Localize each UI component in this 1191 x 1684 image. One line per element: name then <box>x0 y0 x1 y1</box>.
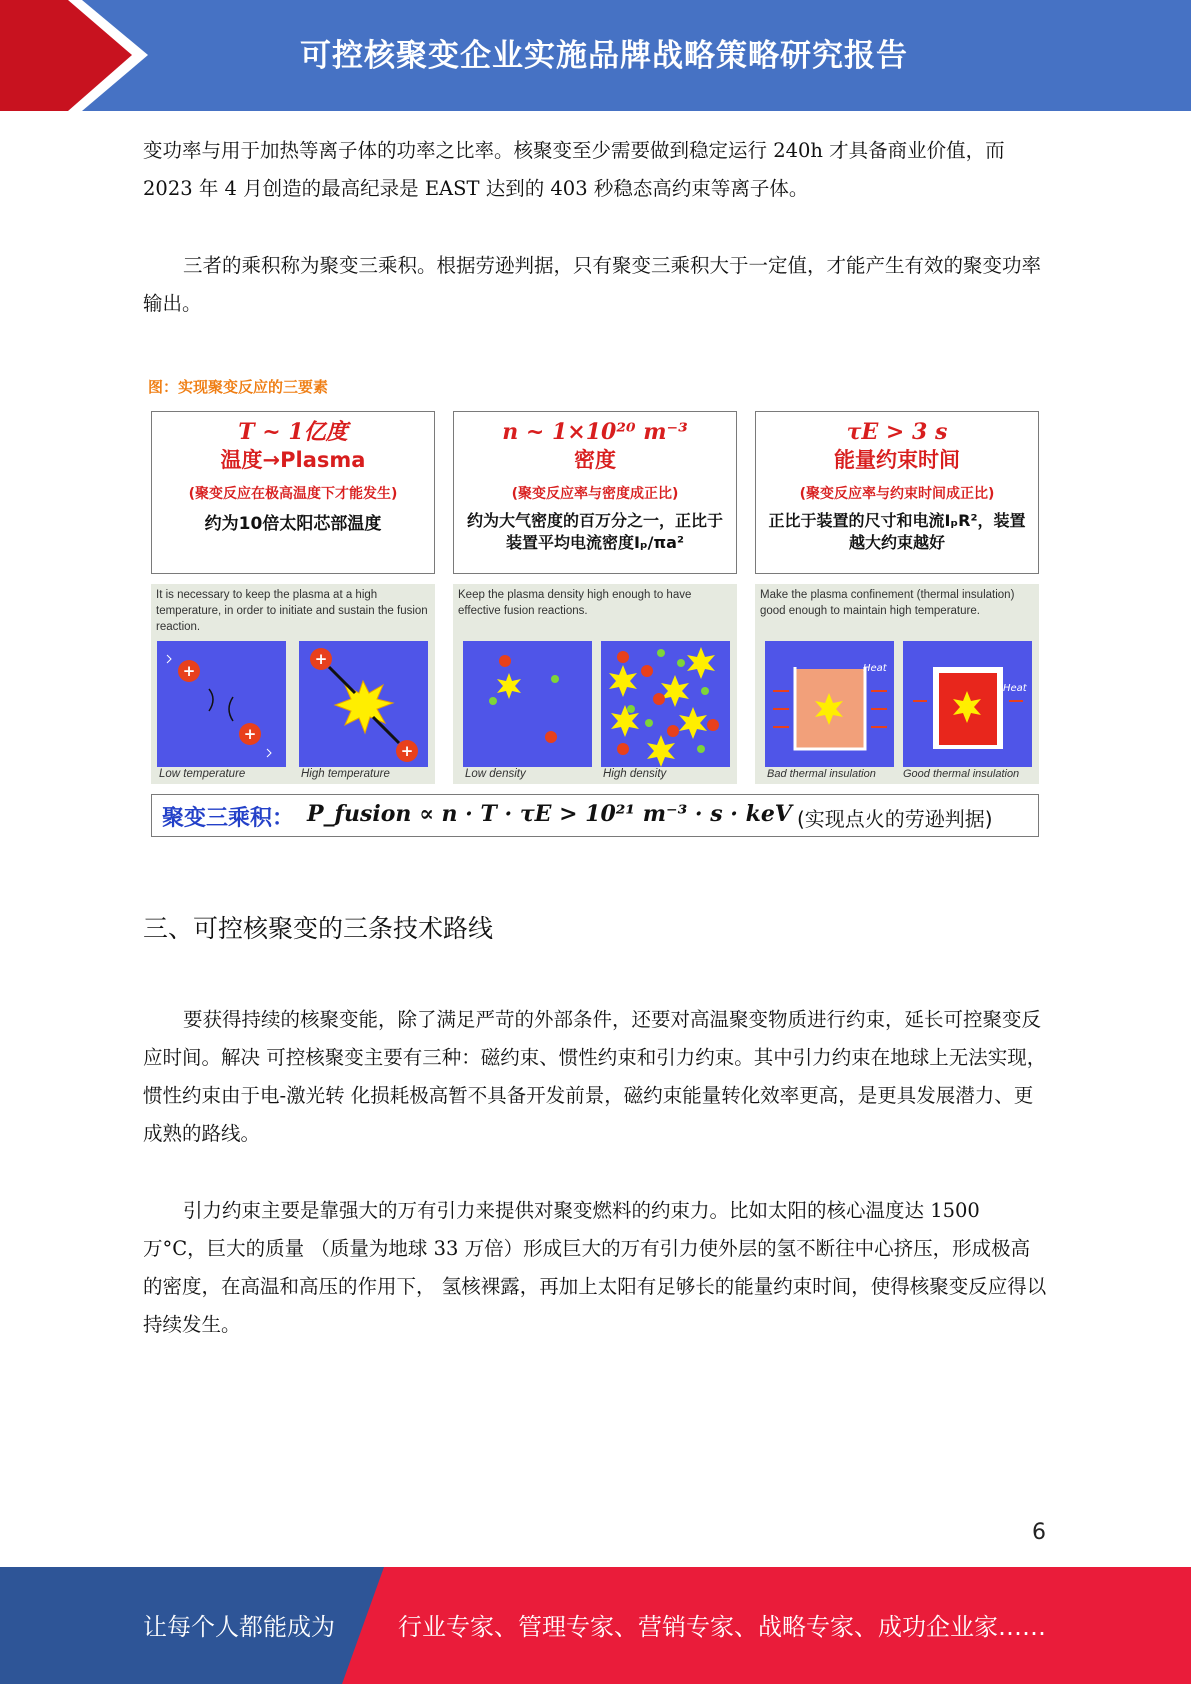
paragraph-4: 引力约束主要是靠强大的万有引力来提供对聚变燃料的约束力。比如太阳的核心温度达 1500 万°C，巨大的质量 （质量为地球 33 万倍）形成巨大的万有引力使外层的氢不断往中心挤压，形成极高的密度，在高温和高压的作用下， 氢核裸露，再加上太阳有足够长的能量约束时间，使得核聚变反应得以持续发生。 <box>143 1199 1047 1336</box>
low-temperature-label: Low temperature <box>159 768 246 780</box>
figure-caption: 图：实现聚变反应的三要素 <box>148 378 329 396</box>
low-temperature-box <box>157 641 286 767</box>
panel-temperature <box>151 411 435 574</box>
page-number: 6 <box>1032 1520 1046 1545</box>
illustration-text: Keep the plasma density high enough to have effective fusion reactions. <box>458 589 692 617</box>
bad-insulation-container-icon <box>765 641 894 767</box>
high-temperature-box <box>299 641 428 767</box>
panel-formula: τE > 3 s <box>846 419 948 445</box>
illustration-text: Make the plasma confinement (thermal insulation) good enough to maintain high temperature. <box>760 589 1015 617</box>
header-red-arrow-icon <box>0 0 200 111</box>
high-density-box <box>601 641 730 767</box>
panel-formula: n ~ 1×10²⁰ m⁻³ <box>502 419 688 445</box>
panel-description: 约为10倍太阳芯部温度 <box>204 514 382 534</box>
good-insulation-container-icon <box>903 641 1032 767</box>
good-insulation-label: Good thermal insulation <box>903 768 1020 780</box>
svg-text:+: + <box>182 662 196 680</box>
paragraph-3: 要获得持续的核聚变能，除了满足严苛的外部条件，还要对高温聚变物质进行约束，延长可控聚变反应时间。解决 可控核聚变主要有三种：磁约束、惯性约束和引力约束。其中引力约束在地球上无法实现，惯性约束由于电-激光转 化损耗极高暂不具备开发前景，磁约束能量转化效率更高，是更具发展潜力、更成熟的路线。 <box>143 1008 1047 1145</box>
confinement-illustration <box>755 584 1039 784</box>
svg-text:+: + <box>243 725 257 743</box>
density-illustration <box>453 584 737 784</box>
low-density-label: Low density <box>465 768 526 780</box>
formula-note: (实现点火的劳逊判据) <box>797 807 993 831</box>
high-density-particles-icon <box>601 641 730 767</box>
high-density-label: High density <box>603 768 667 780</box>
page-footer <box>0 1567 1191 1684</box>
high-temperature-label: High temperature <box>301 768 390 780</box>
panel-note: (聚变反应率与约束时间成正比) <box>799 486 995 502</box>
panel-name: 密度 <box>574 448 616 472</box>
panel-confinement-time <box>755 411 1039 574</box>
page-header <box>0 0 1191 111</box>
low-density-box <box>463 641 592 767</box>
svg-text:+: + <box>400 742 414 760</box>
header-title: 可控核聚变企业实施品牌战略策略研究报告 <box>300 38 908 74</box>
bad-insulation-label: Bad thermal insulation <box>767 768 876 780</box>
svg-text:+: + <box>314 650 328 668</box>
temperature-illustration <box>151 584 435 784</box>
bad-insulation-box <box>765 641 894 767</box>
heat-label: Heat <box>863 663 887 674</box>
formula-label: 聚变三乘积： <box>162 806 295 831</box>
high-temperature-fusion-icon <box>299 641 428 767</box>
section-heading: 三、可控核聚变的三条技术路线 <box>143 914 494 943</box>
panel-note: (聚变反应在极高温度下才能发生) <box>188 486 398 502</box>
illustration-text: It is necessary to keep the plasma at a high temperature, in order to initiate and sustain the fusion reaction. <box>156 589 428 633</box>
panel-formula: T ~ 1亿度 <box>238 419 348 445</box>
low-temperature-particles-icon <box>157 641 286 767</box>
panel-description: 约为大气密度的百万分之一，正比于装置平均电流密度Iₚ/πa² <box>466 511 723 552</box>
triple-product-formula <box>151 794 1039 837</box>
good-insulation-box <box>903 641 1032 767</box>
low-density-particles-icon <box>463 641 592 767</box>
panel-description: 正比于装置的尺寸和电流IₚR²，装置越大约束越好 <box>768 511 1026 552</box>
heat-label: Heat <box>1003 683 1027 694</box>
formula-expression: P_fusion ∝ n · T · τE > 10²¹ m⁻³ · s · keV <box>307 801 792 827</box>
panel-density <box>453 411 737 574</box>
panel-note: (聚变反应率与密度成正比) <box>511 486 679 502</box>
panel-name: 能量约束时间 <box>834 448 960 472</box>
paragraph-1: 变功率与用于加热等离子体的功率之比率。核聚变至少需要做到稳定运行 240h 才具备商业价值，而 2023 年 4 月创造的最高纪录是 EAST 达到的 403 秒稳态高约束等离子体。 <box>143 139 1005 200</box>
footer-slogan-right: 行业专家、管理专家、营销专家、战略专家、成功企业家…… <box>398 1613 1046 1641</box>
panel-name: 温度→Plasma <box>220 448 366 472</box>
footer-slogan-left: 让每个人都能成为 <box>143 1613 335 1641</box>
paragraph-2: 三者的乘积称为聚变三乘积。根据劳逊判据，只有聚变三乘积大于一定值，才能产生有效的聚变功率输出。 <box>143 254 1042 315</box>
